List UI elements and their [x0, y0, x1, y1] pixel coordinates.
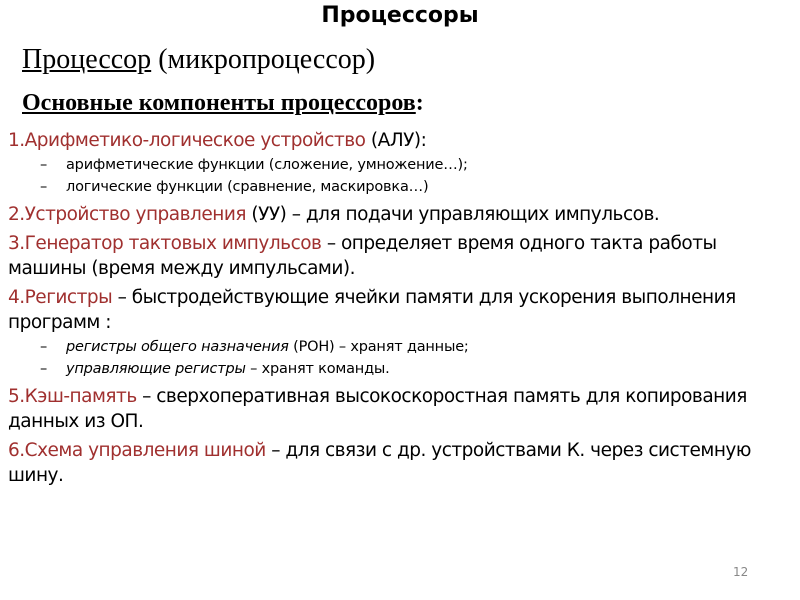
sub-item-italic: регистры общего назначения [66, 339, 289, 355]
list-item [8, 202, 798, 227]
item-lead: 2.Устройство управления [8, 204, 246, 225]
components-heading-colon: : [415, 90, 424, 116]
item-lead: 3.Генератор тактовых импульсов [8, 233, 322, 254]
sub-list [8, 154, 798, 198]
dash-bullet: – [40, 179, 48, 195]
item-text: – быстродействующие ячейки памяти для ускорения выполнения программ : [8, 287, 736, 333]
sub-item-italic: управляющие регистры [66, 361, 246, 377]
item-lead: 1.Арифметико-логическое устройство [8, 130, 366, 151]
sub-item [8, 176, 798, 198]
sub-item-text: (РОН) – хранят данные; [288, 339, 469, 355]
sub-item [8, 358, 798, 380]
sub-item-text: – хранят команды. [245, 361, 390, 377]
components-list [8, 128, 798, 488]
item-lead: 5.Кэш-память [8, 386, 137, 407]
item-text: – для связи с др. устройствами К. через системную шину. [8, 440, 751, 486]
item-text: (АЛУ): [365, 130, 427, 151]
dash-bullet: – [40, 157, 48, 173]
list-item [8, 285, 798, 380]
processor-subtitle [22, 44, 375, 76]
sub-item-text: арифметические функции (сложение, умножение…); [66, 157, 468, 173]
dash-bullet: – [40, 339, 48, 355]
processor-term-paren: (микропроцессор) [151, 44, 376, 75]
sub-item [8, 336, 798, 358]
slide-title: Процессоры [321, 3, 479, 28]
list-item [8, 384, 798, 434]
sub-list [8, 336, 798, 380]
item-text: – сверхоперативная высокоскоростная память для копирования данных из ОП. [8, 386, 747, 432]
page-number: 12 [733, 565, 749, 579]
list-item [8, 231, 798, 281]
list-item [8, 128, 798, 198]
dash-bullet: – [40, 361, 48, 377]
sub-item [8, 154, 798, 176]
components-heading [22, 90, 424, 117]
item-lead: 6.Схема управления шиной [8, 440, 266, 461]
components-heading-text: Основные компоненты процессоров [22, 90, 416, 116]
item-lead: 4.Регистры [8, 287, 113, 308]
processor-term: Процессор [22, 44, 152, 75]
list-item [8, 438, 798, 488]
item-text: (УУ) – для подачи управляющих импульсов. [246, 204, 660, 225]
sub-item-text: логические функции (сравнение, маскировка…) [66, 179, 429, 195]
item-text: – определяет время одного такта работы машины (время между импульсами). [8, 233, 717, 279]
